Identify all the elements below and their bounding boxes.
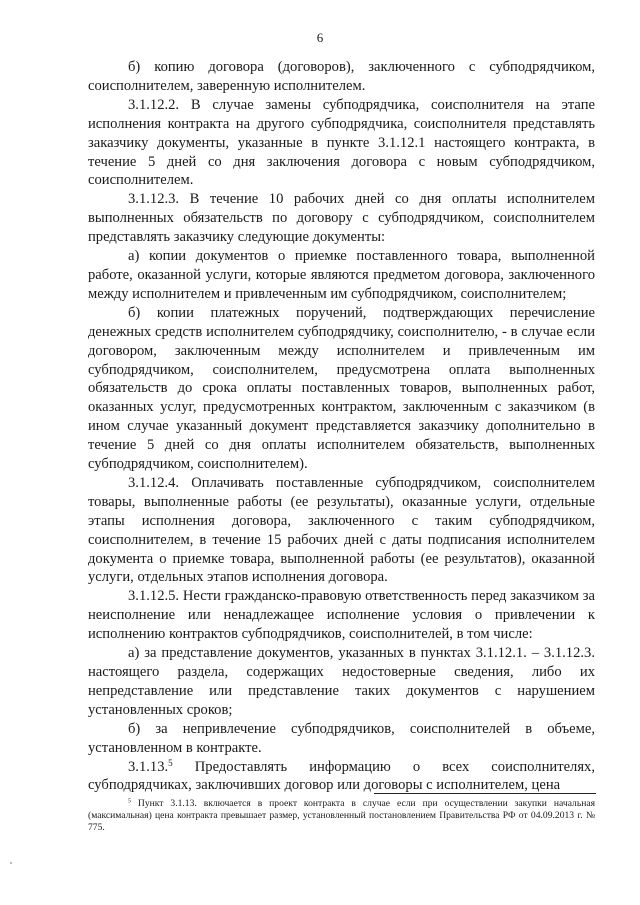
- paragraph-last: [88, 758, 595, 796]
- footnote-text: Пункт 3.1.13. включается в проект контракта в случае если при осуществлении закупки начальная (максимальная) цена контракта превышает размер, установленный постановлением Правительства РФ от 04.09.2013 г. № 775.: [88, 798, 595, 834]
- paragraph: 3.1.12.3. В течение 10 рабочих дней со дня оплаты исполнителем выполненных обязательств по договору с субподрядчиком, соисполнителем представлять заказчику следующие документы:: [88, 191, 595, 246]
- footnote-separator: [374, 793, 596, 794]
- paragraph: а) за представление документов, указанных в пунктах 3.1.12.1. – 3.1.12.3. настоящего раздела, содержащих недостоверные сведения, либо их непредставление или представление таких документов с нарушением установленных сроков;: [88, 645, 595, 718]
- footnote-reference[interactable]: 5: [168, 757, 173, 768]
- scan-speck: [10, 862, 12, 864]
- clause-number: 3.1.13.: [128, 758, 169, 775]
- footnote-marker: 5: [128, 798, 131, 805]
- paragraph: 3.1.12.2. В случае замены субподрядчика, соисполнителя на этапе исполнения контракта на другого субподрядчика, соисполнителя представлять заказчику документы, указанные в пункте 3.1.12.1 настоящего контракта, в течение 5 дней со дня заключения договора с новым субподрядчиком, соисполнителем.: [88, 96, 595, 189]
- footnote: [88, 798, 595, 835]
- paragraph: б) за непривлечение субподрядчиков, соисполнителей в объеме, установленном в контракте.: [88, 720, 595, 756]
- paragraph: 3.1.12.5. Нести гражданско-правовую ответственность перед заказчиком за неисполнение или ненадлежащее исполнение условия о привлечении к исполнению контрактов субподрядчиков, соисполнителей, в том числе:: [88, 588, 595, 643]
- paragraph: а) копии документов о приемке поставленного товара, выполненной работе, оказанной услуги, которые являются предметом договора, заключенного между исполнителем и привлеченным им субподрядчиком, соисполнителем;: [88, 248, 595, 302]
- paragraph: 3.1.12.4. Оплачивать поставленные субподрядчиком, соисполнителем товары, выполненные работы (ее результаты), оказанные услуги, отдельные этапы исполнения договора, заключенного с таким субподрядчиком, соисполнителем, в течение 15 рабочих дней с даты подписания исполнителем документа о приемке товара, выполненной работы (ее результатов), оказанной услуги, отдельных этапов исполнения договора.: [88, 474, 595, 586]
- clause-text: Предоставлять информацию о всех соисполнителях, субподрядчиках, заключивших договор или договоры с исполнителем, цена: [88, 758, 595, 794]
- paragraph: б) копии платежных поручений, подтверждающих перечисление денежных средств исполнителем субподрядчику, соисполнителю, - в случае если договором, заключенным между исполнителем и привлеченным им субподрядчиком, соисполнителем, предусмотрена оплата выполненных обязательств до срока оплаты поставленных товаров, выполненных работ, оказанных услуг, предусмотренных контрактом, заключенным с заказчиком (в ином случае указанный документ представляется заказчику дополнительно в течение 5 дней со дня оплаты исполнителем обязательств, выполненных субподрядчиком, соисполнителем).: [88, 304, 595, 473]
- document-body: [88, 58, 595, 795]
- paragraph: б) копию договора (договоров), заключенного с субподрядчиком, соисполнителем, заверенную исполнителем.: [88, 59, 595, 94]
- page-number: 6: [316, 30, 324, 45]
